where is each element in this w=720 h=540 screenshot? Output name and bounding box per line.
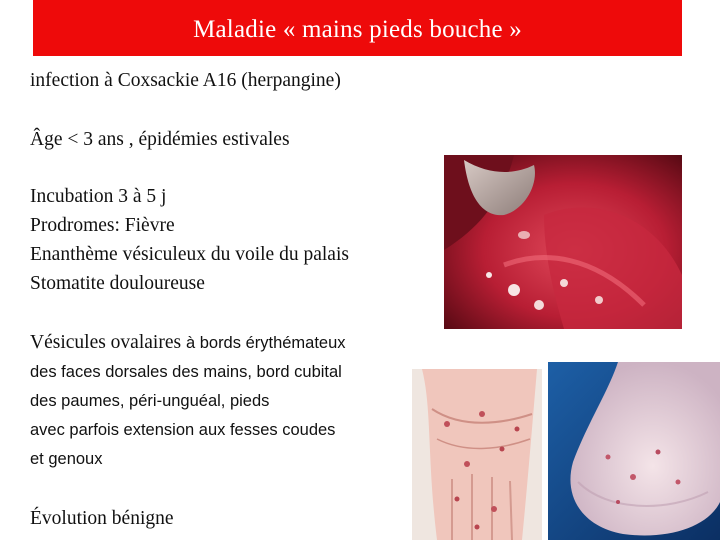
text-line-extension: avec parfois extension aux fesses coudes	[30, 421, 336, 439]
foot-photo	[548, 362, 720, 540]
text-line-age: Âge < 3 ans , épidémies estivales	[30, 129, 290, 150]
mouth-photo	[444, 155, 682, 329]
text-line-faces: des faces dorsales des mains, bord cubital	[30, 363, 342, 381]
title-bar	[33, 0, 682, 56]
text-line-genoux: et genoux	[30, 450, 103, 468]
vesicules-serif: Vésicules ovalaires	[30, 332, 186, 353]
text-line-paumes: des paumes, péri-unguéal, pieds	[30, 392, 270, 410]
text-line-prodromes: Prodromes: Fièvre	[30, 215, 175, 236]
hand-photo	[412, 369, 542, 540]
text-line-evolution: Évolution bénigne	[30, 508, 174, 529]
text-line-infection: infection à Coxsackie A16 (herpangine)	[30, 70, 341, 91]
vesicules-sans: à bords érythémateux	[185, 334, 346, 352]
text-line-stomatite: Stomatite douloureuse	[30, 273, 205, 294]
text-line-incubation: Incubation 3 à 5 j	[30, 186, 167, 207]
text-line-vesicules	[30, 332, 346, 354]
text-line-enantheme: Enanthème vésiculeux du voile du palais	[30, 244, 349, 265]
slide-title: Maladie « mains pieds bouche »	[193, 16, 522, 43]
